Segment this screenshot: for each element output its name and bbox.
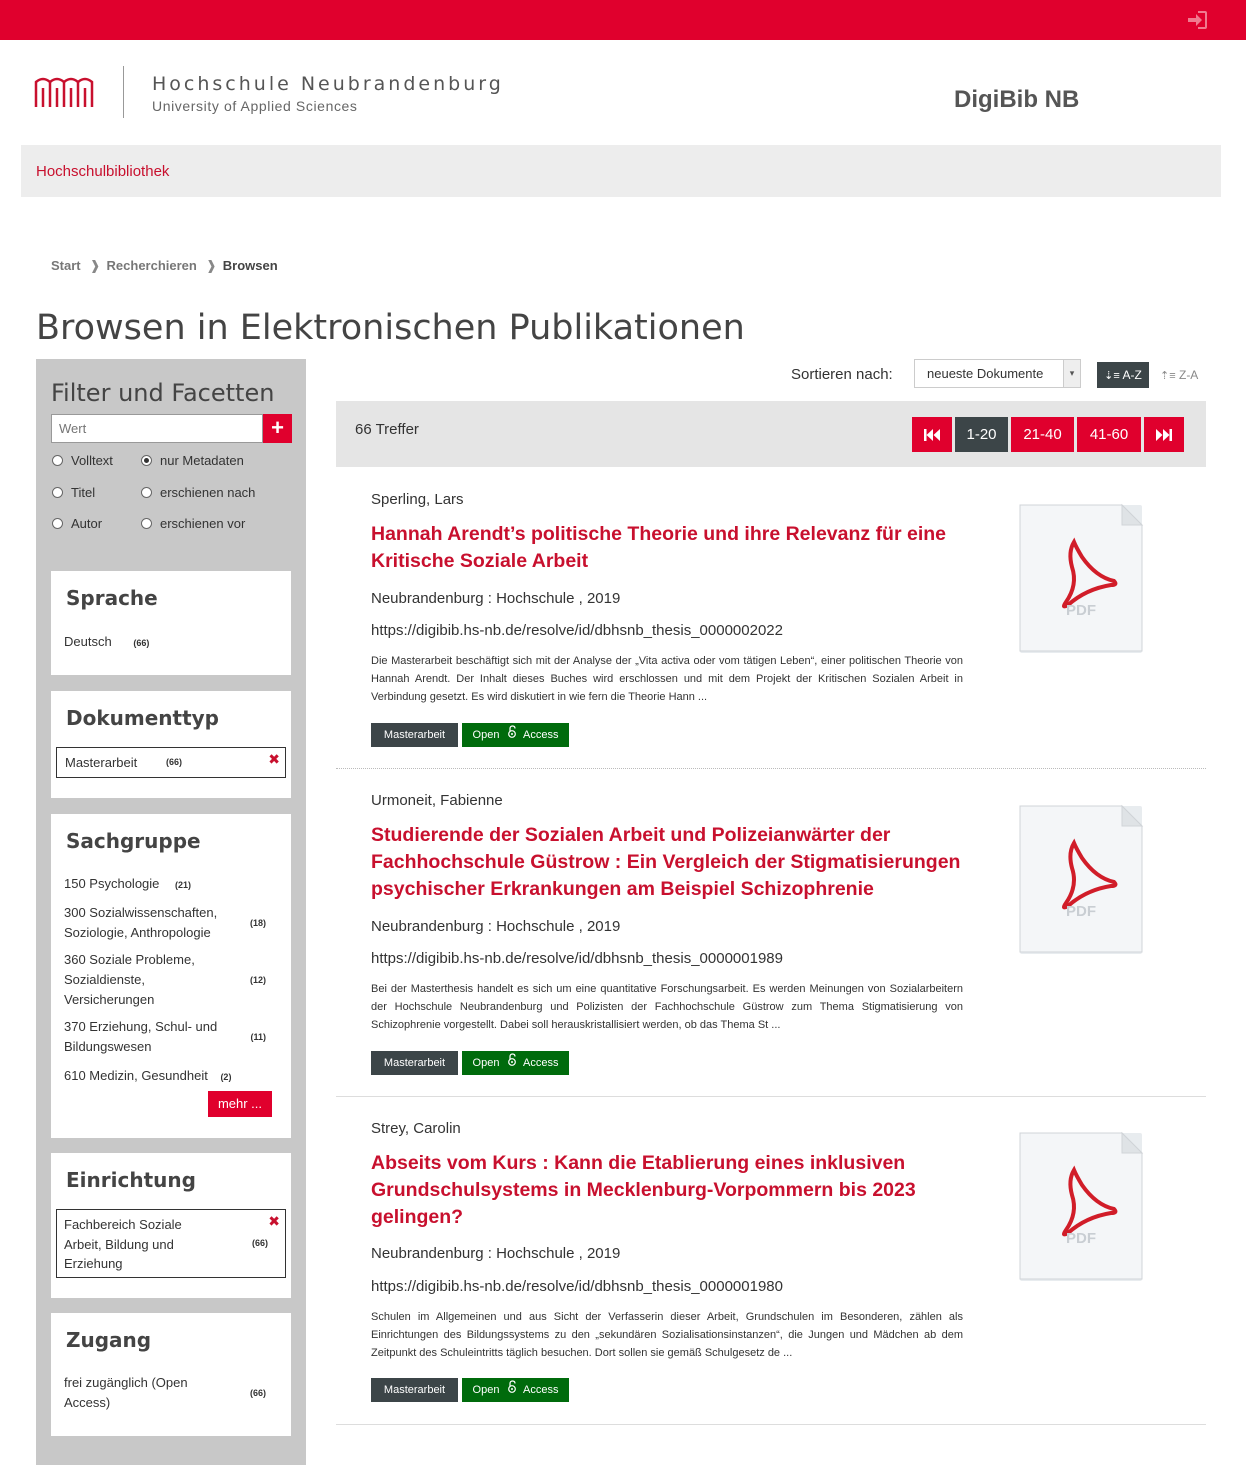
facet-einrichtung	[51, 1153, 291, 1298]
facet-title: Sachgruppe	[66, 829, 201, 853]
first-page-icon	[924, 429, 940, 441]
result-title[interactable]: Studierende der Sozialen Arbeit und Polizeianwärter der Fachhochschule Güstrow : Ein Vergleich der Stigmatisierungen psychischer Erkrankungen am Beispiel Schizophrenie	[371, 824, 961, 900]
filter-search-input[interactable]	[52, 415, 266, 441]
facet-item-count: (2)	[220, 1072, 232, 1082]
facet-item-count: (11)	[250, 1032, 266, 1042]
main-navbar	[21, 145, 1221, 197]
document-type-badge: Masterarbeit	[371, 1378, 458, 1402]
radio-circle-icon	[52, 487, 63, 498]
radio-label: nur Metadaten	[160, 453, 244, 468]
facet-item-count: (66)	[133, 638, 150, 648]
pdf-label: PDF	[1066, 1230, 1096, 1247]
facet-item-label: 360 Soziale Probleme, Sozialdienste, Versicherungen	[64, 952, 195, 1007]
logo-divider	[123, 66, 124, 118]
result-title[interactable]: Abseits vom Kurs : Kann die Etablierung eines inklusiven Grundschulsystems in Mecklenburg-Vorpommern bis 2023 gelingen?	[371, 1152, 916, 1228]
radio-circle-icon	[52, 455, 63, 466]
sort-asc-label: A-Z	[1122, 368, 1142, 382]
sort-ascending-button[interactable]	[1097, 362, 1149, 388]
filter-title: Filter und Facetten	[51, 379, 275, 407]
radio-label: Titel	[71, 485, 96, 500]
sort-desc-label: Z-A	[1178, 368, 1199, 382]
page-button-41-60[interactable]: 41-60	[1077, 417, 1141, 452]
facet-zugang	[51, 1313, 291, 1436]
result-item	[336, 769, 1206, 1096]
facet-selected-masterarbeit[interactable]	[56, 747, 286, 778]
radio-label: erschienen vor	[160, 516, 246, 531]
sort-asc-icon: ⇡≡	[1160, 370, 1176, 382]
result-divider	[336, 1424, 1206, 1425]
open-lock-icon	[507, 723, 517, 747]
breadcrumb-separator-icon: ❱	[205, 258, 217, 273]
facet-item-sozialwissenschaften[interactable]	[64, 903, 276, 943]
result-publisher: Neubrandenburg : Hochschule , 2019	[371, 590, 621, 607]
access-label: Access	[522, 1057, 559, 1069]
radio-erschienen-vor[interactable]	[141, 516, 245, 531]
breadcrumb-start[interactable]: Start	[51, 258, 81, 273]
filter-search-box	[51, 414, 263, 443]
result-url[interactable]: https://digibib.hs-nb.de/resolve/id/dbhsnb_thesis_0000002022	[371, 622, 783, 639]
open-lock-icon	[507, 1378, 517, 1402]
radio-circle-icon	[141, 487, 152, 498]
breadcrumb	[51, 258, 278, 274]
radio-autor[interactable]	[52, 516, 102, 531]
sort-selected-value: neueste Dokumente	[927, 366, 1044, 381]
open-access-label: Open	[472, 1384, 500, 1396]
login-icon[interactable]	[1186, 9, 1208, 31]
university-logo-icon[interactable]	[34, 74, 96, 108]
facet-item-label: 300 Sozialwissenschaften, Soziologie, Anthropologie	[64, 905, 218, 940]
top-bar	[0, 0, 1246, 40]
page-button-1-20[interactable]: 1-20	[955, 417, 1008, 452]
chevron-down-icon: ▾	[1063, 360, 1080, 387]
open-access-badge	[462, 723, 569, 747]
result-abstract: Die Masterarbeit beschäftigt sich mit der Analyse der „Vita activa oder vom tätigen Leben“, einer politischen Theorie von Hannah Arendt. Der Inhalt dieses Buches wird erschlossen und mit dem Projekt der Kritischen Sozialen Arbeit in Verbindung gesetzt. Es wird diskutiert in wie fern die Theorie Hann ...	[371, 655, 963, 703]
result-item	[336, 1097, 1206, 1424]
facet-item-count: (66)	[251, 1238, 268, 1248]
breadcrumb-separator-icon: ❱	[89, 258, 101, 273]
radio-titel[interactable]	[52, 485, 95, 500]
page-title: Browsen in Elektronischen Publikationen	[36, 308, 745, 348]
facet-title: Dokumenttyp	[66, 706, 219, 730]
facet-sachgruppe	[51, 814, 291, 1138]
institution-subtitle: University of Applied Sciences	[152, 98, 358, 114]
result-url[interactable]: https://digibib.hs-nb.de/resolve/id/dbhsnb_thesis_0000001989	[371, 950, 783, 967]
facet-item-count: (66)	[249, 1388, 266, 1398]
last-page-icon	[1156, 429, 1172, 441]
pdf-label: PDF	[1066, 602, 1096, 619]
sort-label: Sortieren nach:	[791, 366, 893, 383]
document-type-badge: Masterarbeit	[371, 1051, 458, 1075]
result-author[interactable]: Sperling, Lars	[371, 491, 464, 508]
facet-item-soziale-probleme[interactable]	[64, 950, 276, 1010]
access-label: Access	[522, 729, 559, 741]
result-url[interactable]: https://digibib.hs-nb.de/resolve/id/dbhsnb_thesis_0000001980	[371, 1278, 783, 1295]
facet-item-medizin[interactable]	[64, 1066, 276, 1087]
radio-nur-metadaten[interactable]	[141, 453, 244, 468]
filter-sidebar	[36, 359, 306, 1465]
sort-select[interactable]	[914, 359, 1081, 388]
radio-label: Autor	[71, 516, 103, 531]
remove-filter-icon[interactable]: ✖	[268, 751, 280, 767]
result-abstract: Schulen im Allgemeinen und aus Sicht der Verfasserin dieser Arbeit, Grundschulen im Besonderen, zählen als Einrichtungen des Bildungssystems zu den „sekundären Sozialisationsinstanzen“, die Jungen und Mädchen ab dem Zeitpunkt des Schuleintritts täglich besuchen. Dort sollen sie gemäß Schulgesetz de ...	[371, 1311, 963, 1359]
breadcrumb-recherchieren[interactable]: Recherchieren	[106, 258, 197, 273]
facet-item-count: (66)	[166, 757, 183, 767]
radio-volltext[interactable]	[52, 453, 113, 468]
filter-add-button[interactable]: +	[263, 414, 292, 443]
facet-more-button[interactable]: mehr ...	[208, 1091, 272, 1117]
result-author[interactable]: Strey, Carolin	[371, 1120, 461, 1137]
last-page-button[interactable]	[1144, 417, 1184, 452]
facet-item-label: Fachbereich Soziale Arbeit, Bildung und Erziehung	[64, 1217, 182, 1271]
facet-item-label: Deutsch	[64, 634, 112, 649]
breadcrumb-current: Browsen	[222, 258, 278, 273]
pdf-label: PDF	[1066, 903, 1096, 920]
site-title[interactable]: DigiBib NB	[954, 86, 1080, 113]
facet-title: Sprache	[66, 586, 158, 610]
open-access-badge	[462, 1378, 569, 1402]
results-bar	[336, 401, 1206, 467]
result-publisher: Neubrandenburg : Hochschule , 2019	[371, 1245, 621, 1262]
pdf-document-icon[interactable]	[1016, 497, 1146, 655]
nav-link-hochschulbibliothek[interactable]: Hochschulbibliothek	[36, 163, 170, 180]
facet-item-label: 610 Medizin, Gesundheit	[64, 1068, 208, 1083]
radio-label: erschienen nach	[160, 485, 256, 500]
pdf-document-icon[interactable]	[1016, 798, 1146, 956]
facet-selected-fachbereich[interactable]	[56, 1209, 286, 1278]
facet-item-label: 150 Psychologie	[64, 876, 160, 891]
radio-circle-icon	[52, 518, 63, 529]
radio-circle-icon	[141, 518, 152, 529]
facet-item-psychologie[interactable]	[64, 874, 276, 895]
facet-item-count: (21)	[175, 880, 192, 890]
facet-item-open-access[interactable]	[64, 1373, 276, 1413]
result-item	[336, 467, 1206, 769]
first-page-button[interactable]	[912, 417, 952, 452]
facet-item-deutsch[interactable]	[64, 632, 276, 653]
facet-sprache	[51, 571, 291, 675]
radio-label: Volltext	[71, 453, 113, 468]
pdf-document-icon[interactable]	[1016, 1125, 1146, 1283]
facet-item-label: frei zugänglich (Open Access)	[64, 1375, 188, 1410]
facet-item-count: (12)	[249, 975, 266, 985]
open-access-label: Open	[472, 1057, 500, 1069]
institution-name[interactable]: Hochschule Neubrandenburg	[152, 73, 504, 95]
result-author[interactable]: Urmoneit, Fabienne	[371, 792, 503, 809]
facet-title: Einrichtung	[66, 1168, 196, 1192]
page-button-21-40[interactable]: 21-40	[1011, 417, 1074, 452]
document-type-badge: Masterarbeit	[371, 723, 458, 747]
sort-desc-icon: ⇣≡	[1104, 370, 1120, 382]
facet-item-count: (18)	[249, 918, 266, 928]
open-access-label: Open	[472, 729, 500, 741]
sort-descending-button[interactable]	[1160, 362, 1200, 388]
access-label: Access	[522, 1384, 559, 1396]
result-abstract: Bei der Masterthesis handelt es sich um eine quantitative Forschungsarbeit. Es werden Meinungen von Sozialarbeitern der Hochschule Neubrandenburg und Polizisten der Fachhochschule Güstrow zum Thema Stigmatisierung von Schizophrenie vorgestellt. Dabei soll herauskristallisiert werden, ob das Thema St ...	[371, 983, 963, 1031]
facet-item-erziehung[interactable]	[64, 1017, 276, 1057]
radio-erschienen-nach[interactable]	[141, 485, 255, 500]
result-publisher: Neubrandenburg : Hochschule , 2019	[371, 918, 621, 935]
facet-title: Zugang	[66, 1328, 152, 1352]
result-title[interactable]: Hannah Arendt’s politische Theorie und ihre Relevanz für eine Kritische Soziale Arbeit	[371, 523, 946, 572]
results-count: 66 Treffer	[355, 421, 419, 438]
open-lock-icon	[507, 1051, 517, 1075]
open-access-badge	[462, 1051, 569, 1075]
remove-filter-icon[interactable]: ✖	[268, 1213, 280, 1229]
facet-dokumenttyp	[51, 691, 291, 798]
radio-checked-icon	[141, 455, 152, 466]
facet-item-label: 370 Erziehung, Schul- und Bildungswesen	[64, 1019, 218, 1054]
facet-item-label: Masterarbeit	[65, 755, 138, 770]
